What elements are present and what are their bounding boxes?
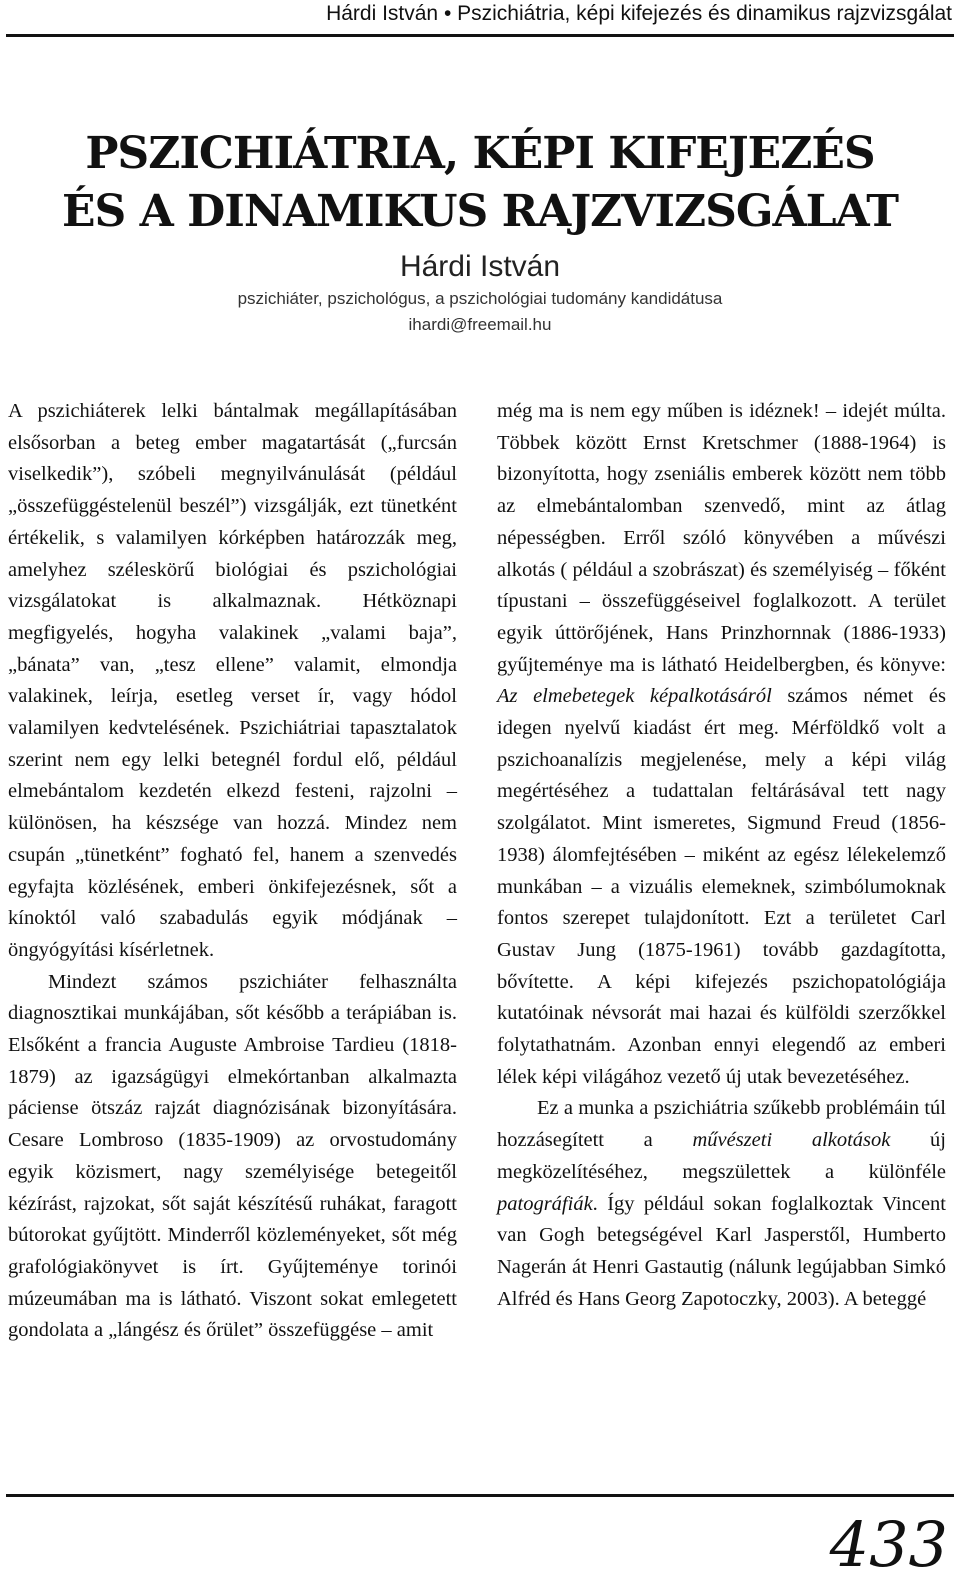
page-number: 433 xyxy=(829,1508,948,1581)
right-paragraph-2-c: . Így például sokan foglalkoztak Vincent van Gogh betegségével Karl Jasperstől, Humberto Nagerán át Henri Gastautig (nálunk legújabban Simkó Alfréd és Hans Georg Zapotoczky, 2003). A beteggé xyxy=(497,1192,946,1310)
right-paragraph-2-a: Ez a munka a pszichiátria szűkebb problémáin túl hozzásegített a xyxy=(497,1097,946,1152)
book-title: Az elmebetegek képalkotásáról xyxy=(497,685,772,708)
author-email: ihardi@freemail.hu xyxy=(408,315,552,334)
footer-rule xyxy=(6,1494,954,1497)
right-column xyxy=(497,396,946,1315)
right-paragraph-1 xyxy=(497,396,946,1093)
emphasis-muveszeti-alkotasok: művészeti alkotások xyxy=(692,1129,891,1152)
right-paragraph-2 xyxy=(497,1093,946,1315)
right-paragraph-2-b: új megközelítéséhez, megszülettek a különféle xyxy=(497,1129,947,1183)
left-column xyxy=(8,396,457,1347)
title-line-2: ÉS A DINAMIKUS RAJZVIZSGÁLAT xyxy=(62,186,898,237)
author-affiliation: pszichiáter, pszichológus, a pszichológiai tudomány kandidátusa xyxy=(237,289,723,308)
emphasis-patografiak: patográfiák xyxy=(497,1192,593,1215)
running-head: Hárdi István • Pszichiátria, képi kifejezés és dinamikus rajzvizsgálat xyxy=(326,2,952,25)
title-line-1: PSZICHIÁTRIA, KÉPI KIFEJEZÉS xyxy=(85,128,875,179)
right-paragraph-1-cont: számos német és idegen nyelvű kiadást ért meg. Mérföldkő volt a pszichoanalízis megjelenése, mely a képi világ megértéséhez a tudattalan feltárásával tett nagy szolgálatot. Mint ismeretes, Sigmund Freud (1856-1938) álomfejtésében – miként az egész lélekelemző munkában – a vizuális elemeknek, szimbólumoknak fontos szerepet tulajdonított. Ezt a területet Carl Gustav Jung (1875-1961) tovább gazdagította, bővítette. A képi kifejezés pszichopatológiája kutatóinak névsorát mai hazai és külföldi szerzőkkel folytathatnám. Azonban ennyi elegendő az emberi lélek képi világához vezető új utak bevezetéséhez. xyxy=(497,685,946,1088)
right-paragraph-1-text: még ma is nem egy műben is idéznek! – idejét múlta. Többek között Ernst Kretschmer (1888-1964) is bizonyította, hogy zseniális emberek között nem több az elmebántalomban szenvedő, mint az átlag népességben. Erről szóló könyvében a művészi alkotás ( például a szobrászat) és személyiség – főként típustani – összefüggéseivel foglalkozott. A terület egyik úttörőjének, Hans Prinzhornnak (1886-1933) gyűjteménye ma is látható Heidelbergben, és könyve: xyxy=(497,400,946,676)
left-paragraph-1: A pszichiáterek lelki bántalmak megállapításában elsősorban a beteg ember magatartását („furcsán viselkedik”), szóbeli megnyilvánulását (például „összefüggéstelenül beszél”) vizsgálják, ezt tünetként értékelik, s valamilyen kórképben határozzák meg, amelyhez széleskörű biológiai és pszichológiai vizsgálatokat is alkalmaznak. Hétköznapi megfigyelés, hogyha valakinek „valami baja”, „bánata” van, „tesz ellene” valamit, elmondja valakinek, leírja, esetleg verset ír, vagy hódol valamilyen kedvtelésének. Pszichiátriai tapasztalatok szerint nem egy lelki betegnél fordul elő, például elmebántalom kezdetén elkezd festeni, rajzolni – különösen, ha készsége van hozzá. Mindez nem csupán „tünetként” fogható fel, hanem a szenvedés egyfajta közlésének, emberi önkifejezésnek, sőt a kínoktól való szabadulás egyik módjának – öngyógyítási kísérletnek. xyxy=(8,400,457,961)
header-rule xyxy=(6,34,954,37)
author-name: Hárdi István xyxy=(399,250,561,283)
article-title xyxy=(0,125,960,241)
left-paragraph-2: Mindezt számos pszichiáter felhasználta diagnosztikai munkájában, sőt később a terápiában is. Elsőként a francia Auguste Ambroise Tardieu (1818-1879) az igazságügyi elmekórtanban alkalmazta páciense ötszáz rajzát diagnózisának bizonyítására. Cesare Lombroso (1835-1909) az orvostudomány egyik közismert, nagy személyisége betegeitől kézírást, rajzokat, sőt saját készítésű ruhákat, faragott bútorokat gyűjtött. Minderről közleményeket, sőt még grafológiakönyvet is írt. Gyűjteménye torinói múzeumában ma is látható. Viszont sokat emlegetett gondolata a „lángész és őrület” összefüggése – amit xyxy=(8,970,457,1342)
